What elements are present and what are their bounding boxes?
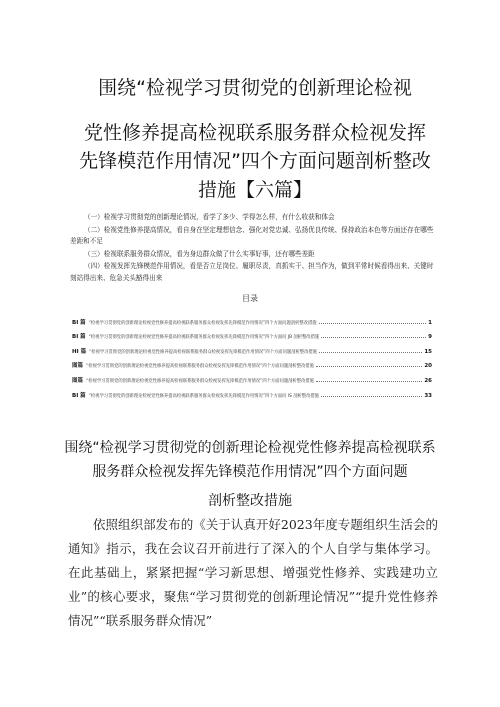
toc-entry-text: “检视学习贯彻党的创新理论检视党性修养提高检视联系服务群众检视发挥先锋模范作用情况”四个方面问题剖析整改措施 (86, 364, 314, 370)
toc-entry-page: 15 (424, 348, 432, 355)
toc-entry-page: 9 (428, 334, 432, 341)
toc-entry[interactable] (72, 369, 432, 384)
toc-leader-dots (321, 396, 422, 397)
intro-item-4: （四）检视发挥先锋模范作用情况，看是否立足岗位、履职尽责，真抓实干、担当作为，做到平常时候看得出来、关键时刻站得出来、危急关头豁得出来 (70, 262, 434, 282)
intro-item-1: （一）检视学习贯彻党的创新理论情况，看学了多少、学得怎么样，有什么收获和体会 (84, 213, 335, 221)
toc-leader-dots (316, 381, 422, 382)
section-title-line-1: 围绕“检视学习贯彻党的创新理论检视党性修养提高检视联系 (64, 440, 436, 456)
main-title-line-1: 围绕“检视学习贯彻党的创新理论检视 (98, 77, 412, 99)
main-title-line-4: 措施【六篇】 (197, 179, 312, 201)
toc-entry-page: 1 (428, 319, 432, 326)
intro-section (70, 212, 440, 284)
intro-item-3: （三）检视联系服务群众情况，看为身边群众做了什么实事好事，还有哪些差距 (84, 249, 315, 258)
toc-entry[interactable] (72, 355, 432, 370)
toc-entry-prefix: BI 篇 (72, 319, 86, 326)
toc-entry-prefix: BI 篇 (72, 392, 86, 399)
toc-entry-text: “检视学习贯彻党的创新理论检视党性修养提高检视联系服务群众检视发挥先锋模范作用情况”四个方面问题剖析整改措施 (89, 349, 317, 355)
toc-entry[interactable] (72, 340, 432, 355)
toc-leader-dots (321, 337, 426, 338)
toc-entry-prefix: BI 篇 (72, 334, 86, 341)
toc-entry-prefix: 图篇 (72, 377, 84, 384)
main-title-line-3: 先锋模范作用情况”四个方面问题剖析整改 (79, 150, 431, 172)
section-title-line-2: 服务群众检视发挥先锋模范作用情况”四个方面问题 (92, 464, 408, 480)
toc-entry-text: “检视学习贯彻党的创新理论检视党性修养提高检视联系服务群众检视发挥先锋模范作用情况”四个方面问 IS 剖析整改措施 (88, 393, 319, 399)
table-of-contents (72, 311, 432, 399)
main-title-line-2: 党性修养提高检视联系服务群众检视发挥 (83, 122, 426, 144)
toc-leader-dots (316, 366, 422, 367)
toc-entry-text: “检视学习贯彻党的创新理论检视党性修养提高检视联系服务群众检视发挥先锋模范作用情况”四个方面问题剖析整改措施 (86, 378, 314, 384)
intro-item-2: （二）检视党性修养提高情况，看自身在坚定理想信念、强化对党忠诚、弘扬优良传统、保持政治本色等方面还存在哪些差距和不足 (70, 225, 434, 245)
toc-entry-page: 33 (424, 392, 432, 399)
toc-entry-text: “检视学习贯彻党的创新理论检视党性修养提高检视联系服务群众检视发挥先锋模范作用情况”四个方面问 JB 剖析整改措施 (88, 335, 320, 341)
toc-entry-page: 20 (424, 363, 432, 370)
toc-entry[interactable] (72, 326, 432, 341)
toc-entry-prefix: 图篇 (72, 363, 84, 370)
toc-entry[interactable] (72, 311, 432, 326)
toc-leader-dots (319, 323, 427, 324)
section-title-line-3: 剖析整改措施 (208, 493, 292, 509)
toc-entry-page: 26 (424, 377, 432, 384)
toc-entry[interactable] (72, 384, 432, 399)
toc-entry-prefix: HI 篇 (72, 348, 87, 355)
toc-title: 目录 (242, 294, 258, 303)
toc-leader-dots (319, 352, 422, 353)
toc-entry-text: “检视学习贯彻党的创新理论检视党性修养提高检视联系服务群众检视发挥先锋模范作用情况”四个方面问题剖析整改措施 (88, 320, 317, 326)
body-paragraph: 依照组织部发布的《关于认真开好2023年度专题组织生活会的通知》指示，我在会议召开前进行了深入的个人自学与集体学习。在此基础上，紧紧把握“学习新思想、增强党性修养、实践建功立业”的核心要求，聚焦“学习贯彻党的创新理论情况”“提升党性修养情况”“联系服务群众情况” (68, 517, 438, 628)
